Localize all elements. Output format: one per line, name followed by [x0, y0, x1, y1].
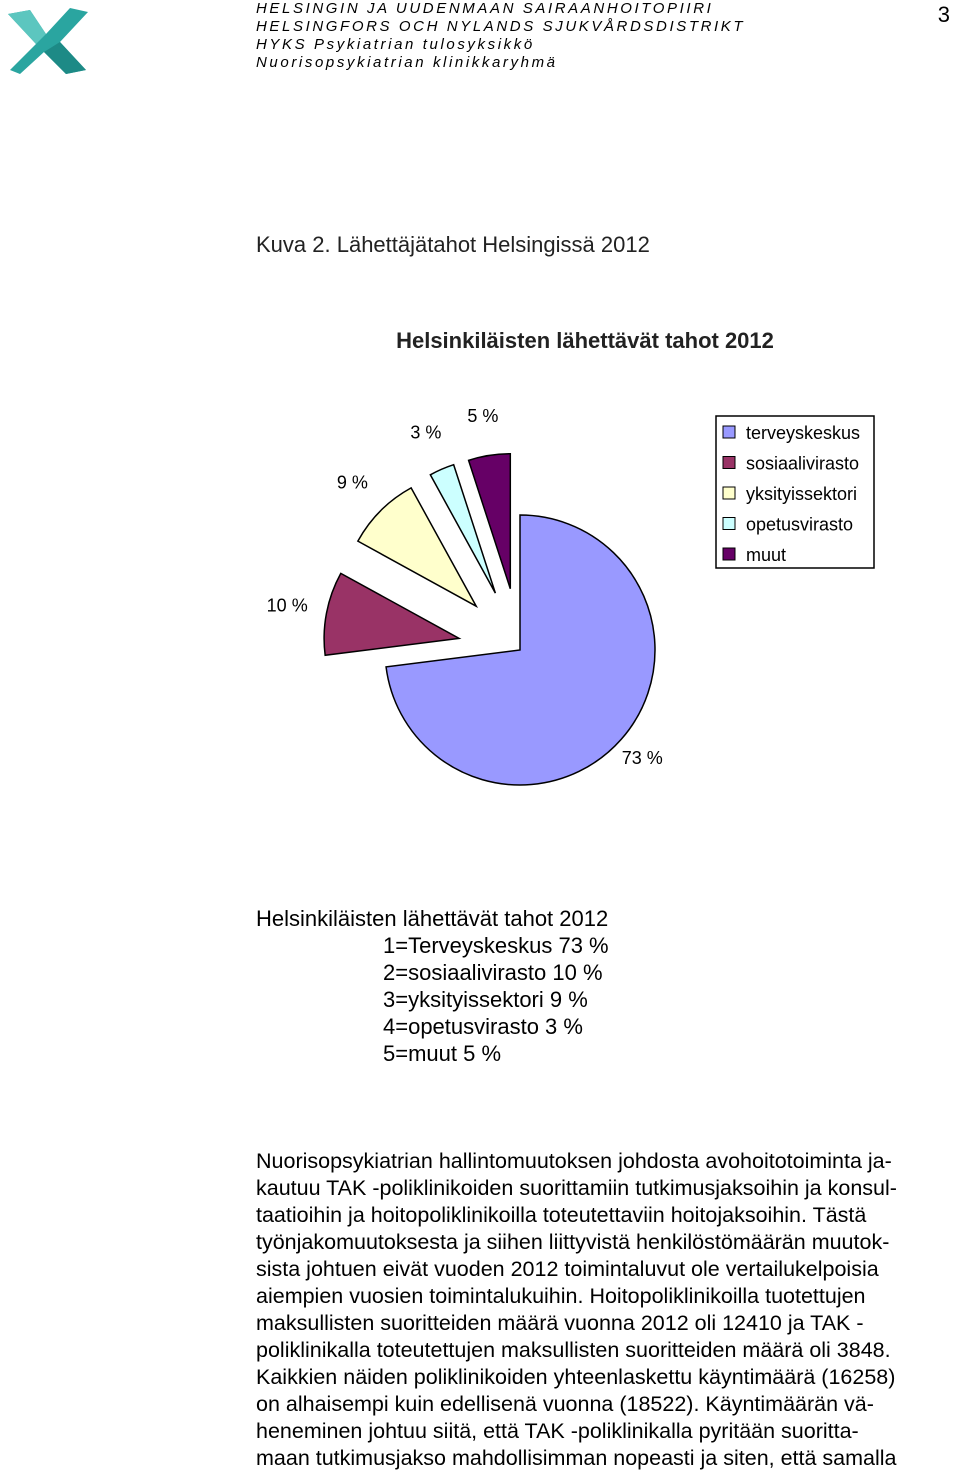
- body-line: taatioihin ja hoitopoliklinikoilla toteutettaviin hoitojaksoihin. Tästä: [256, 1203, 867, 1227]
- body-line: on alhaisempi kuin edellisenä vuonna (18522). Käyntimäärän vä-: [256, 1392, 874, 1416]
- hus-logo: [0, 0, 100, 80]
- body-line: työnjakomuutoksesta ja siihen liittyvistä henkilöstömäärän muutok-: [256, 1230, 890, 1254]
- legend-swatch: [723, 518, 735, 530]
- pie-chart: [0, 300, 960, 800]
- legend-label: terveyskeskus: [746, 423, 861, 443]
- body-line: Nuorisopsykiatrian hallintomuutoksen johdosta avohoitotoiminta ja-: [256, 1149, 892, 1173]
- summary-item: 2=sosiaalivirasto 10 %: [383, 960, 603, 985]
- header-line-4: Nuorisopsykiatrian klinikkaryhmä: [256, 54, 558, 71]
- legend-swatch: [723, 457, 735, 469]
- page-number: 3: [937, 2, 950, 27]
- slice-label: 3 %: [410, 422, 442, 443]
- slice-label: 10 %: [266, 595, 308, 616]
- legend-label: muut: [746, 545, 787, 565]
- summary-item: 1=Terveyskeskus 73 %: [383, 933, 609, 958]
- slice-label: 5 %: [467, 405, 499, 426]
- legend-label: sosiaalivirasto: [746, 453, 860, 474]
- legend-label: opetusvirasto: [746, 514, 854, 535]
- body-line: kautuu TAK -poliklinikoiden suorittamiin tutkimusjaksoihin ja konsul-: [256, 1176, 897, 1200]
- summary-item: 5=muut 5 %: [383, 1041, 502, 1066]
- chart-legend: [716, 416, 874, 568]
- pie-slice-muut: [469, 454, 511, 589]
- body-line: heneminen johtuu siitä, että TAK -poliklinikalla pyritään suoritta-: [256, 1419, 859, 1443]
- document-header: [256, 0, 856, 72]
- summary-item: 3=yksityissektori 9 %: [383, 987, 588, 1012]
- summary-list: [256, 905, 609, 1067]
- legend-swatch: [723, 487, 735, 499]
- body-line: sista johtuen eivät vuoden 2012 toimintaluvut ole vertailukelpoisia: [256, 1257, 879, 1281]
- body-line: maan tutkimusjakso mahdollisimman nopeasti ja siten, että samalla: [256, 1446, 897, 1470]
- header-line-1: HELSINGIN JA UUDENMAAN SAIRAANHOITOPIIRI: [256, 0, 714, 17]
- slice-label: 73 %: [621, 747, 663, 768]
- body-paragraph: [256, 1148, 956, 1472]
- header-line-2: HELSINGFORS OCH NYLANDS SJUKVÅRDSDISTRIKT: [256, 18, 746, 35]
- body-line: aiempien vuosien toimintalukuihin. Hoitopoliklinikoilla tuotettujen: [256, 1284, 866, 1308]
- legend-label: yksityissektori: [746, 484, 858, 504]
- body-line: maksullisten suoritteiden määrä vuonna 2012 oli 12410 ja TAK -: [256, 1311, 864, 1335]
- summary-title: Helsinkiläisten lähettävät tahot 2012: [256, 906, 609, 931]
- body-line: Kaikkien näiden poliklinikoiden yhteenlaskettu käyntimäärä (16258): [256, 1365, 896, 1389]
- summary-item: 4=opetusvirasto 3 %: [383, 1014, 583, 1039]
- header-line-3: HYKS Psykiatrian tulosyksikkö: [256, 36, 535, 53]
- chart-title: Helsinkiläisten lähettävät tahot 2012: [396, 328, 774, 353]
- figure-caption: Kuva 2. Lähettäjätahot Helsingissä 2012: [256, 232, 650, 257]
- slice-label: 9 %: [336, 472, 368, 493]
- body-line: poliklinikalla toteutettujen maksullisten suoritteiden määrä oli 3848.: [256, 1338, 891, 1362]
- legend-swatch: [723, 426, 735, 438]
- legend-swatch: [723, 548, 735, 560]
